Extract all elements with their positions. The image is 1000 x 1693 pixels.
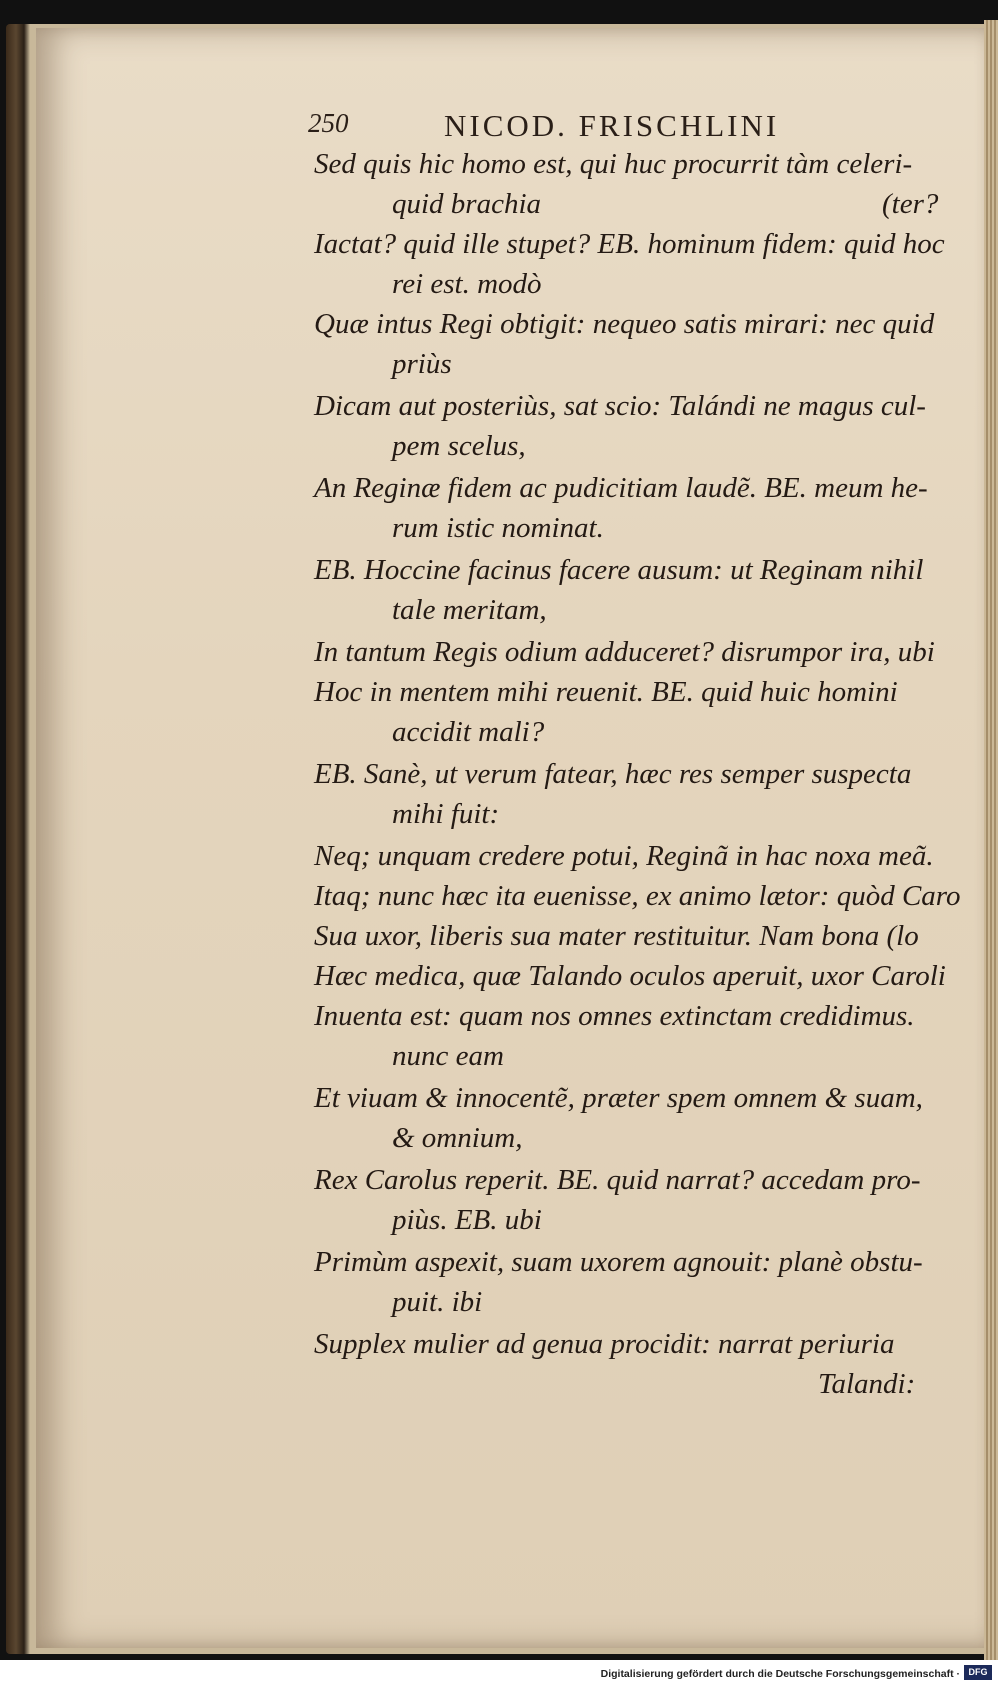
text-line: accidit mali? <box>392 716 545 748</box>
footer-bar <box>0 1660 1000 1693</box>
text-line: Hoc in mentem mihi reuenit. BE. quid huic homini <box>314 676 898 708</box>
text-line: Itaq; nunc hæc ita euenisse, ex animo lætor: quòd Caro <box>314 880 961 912</box>
text-line: puit. ibi <box>392 1286 483 1318</box>
text-line: & omnium, <box>392 1122 523 1154</box>
text-line: EB. Sanè, ut verum fatear, hæc res semper suspecta <box>314 758 912 790</box>
text-line: Inuenta est: quam nos omnes extinctam credidimus. <box>314 1000 915 1032</box>
text-line: Primùm aspexit, suam uxorem agnouit: planè obstu- <box>314 1246 923 1278</box>
text-line: rum istic nominat. <box>392 512 604 544</box>
text-line: Quæ intus Regi obtigit: nequeo satis mirari: nec quid <box>314 308 935 340</box>
text-line: (ter? <box>882 188 939 220</box>
text-line: mihi fuit: <box>392 798 500 830</box>
text-line: Sed quis hic homo est, qui huc procurrit tàm celeri- <box>314 148 913 180</box>
text-line: Iactat? quid ille stupet? EB. hominum fidem: quid hoc <box>314 228 945 260</box>
text-line: Supplex mulier ad genua procidit: narrat periuria <box>314 1328 895 1360</box>
running-title: NICOD. FRISCHLINI <box>444 108 780 143</box>
text-line: Dicam aut posteriùs, sat scio: Talándi ne magus cul- <box>314 390 926 422</box>
text-line: piùs. EB. ubi <box>392 1204 542 1236</box>
text-line: Et viuam & innocentẽ, præter spem omnem & suam, <box>314 1082 923 1114</box>
text-line: Neq; unquam credere potui, Reginã in hac noxa meã. <box>314 840 934 872</box>
text-line: An Reginæ fidem ac pudicitiam laudẽ. BE. meum he- <box>314 472 928 504</box>
funding-credit: Digitalisierung gefördert durch die Deutsche Forschungsgemeinschaft · <box>600 1668 960 1680</box>
text-line: priùs <box>392 348 452 380</box>
text-line: rei est. modò <box>392 268 542 300</box>
text-line: nunc eam <box>392 1040 504 1072</box>
text-line: Rex Carolus reperit. BE. quid narrat? accedam pro- <box>314 1164 921 1196</box>
text-line: Hæc medica, quæ Talando oculos aperuit, uxor Caroli <box>314 960 946 992</box>
text-line: pem scelus, <box>392 430 526 462</box>
text-line: Sua uxor, liberis sua mater restituitur. Nam bona (lo <box>314 920 919 952</box>
text-line: EB. Hoccine facinus facere ausum: ut Reginam nihil <box>314 554 924 586</box>
page-number: 250 <box>308 108 349 138</box>
text-line: In tantum Regis odium adduceret? disrumpor ira, ubi <box>314 636 935 668</box>
text-line: tale meritam, <box>392 594 547 626</box>
dfg-logo: DFG <box>964 1665 992 1680</box>
catchword: Talandi: <box>818 1368 916 1400</box>
text-line: quid brachia <box>392 188 542 220</box>
